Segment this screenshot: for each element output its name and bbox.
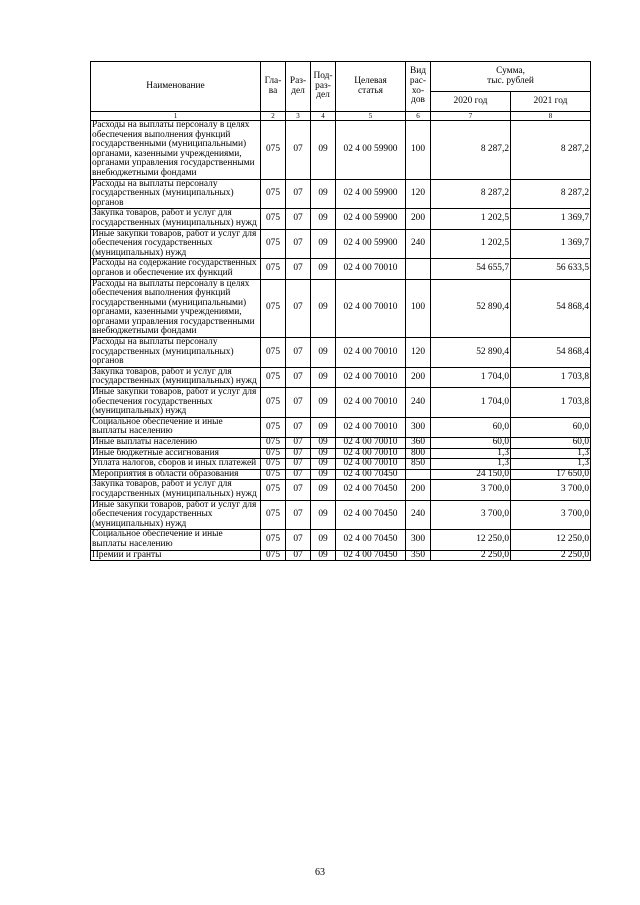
cell-article: 02 4 00 59900	[336, 209, 406, 229]
page-number: 63	[315, 867, 325, 878]
cell-glava: 075	[261, 259, 286, 279]
cell-glava: 075	[261, 209, 286, 229]
cell-y2021: 1 369,7	[511, 229, 591, 259]
cell-y2021: 56 633,5	[511, 259, 591, 279]
cell-article: 02 4 00 70010	[336, 459, 406, 470]
cell-name: Мероприятия в области образования	[91, 469, 261, 480]
cell-name: Иные закупки товаров, работ и услуг для обеспечения государственных (муниципальных) нужд	[91, 500, 261, 530]
cell-vid: 360	[406, 438, 431, 449]
cell-y2020: 1 704,0	[431, 388, 511, 418]
cell-vid: 240	[406, 229, 431, 259]
cell-razdel: 07	[286, 500, 311, 530]
table-row	[91, 229, 591, 259]
cell-y2021: 1 703,8	[511, 367, 591, 387]
table-row	[91, 480, 591, 500]
cell-vid: 200	[406, 367, 431, 387]
cell-name: Закупка товаров, работ и услуг для государственных (муниципальных) нужд	[91, 480, 261, 500]
cell-name: Закупка товаров, работ и услуг для государственных (муниципальных) нужд	[91, 367, 261, 387]
cell-razdel: 07	[286, 388, 311, 418]
cell-article: 02 4 00 70450	[336, 469, 406, 480]
table-row	[91, 279, 591, 338]
cell-razdel: 07	[286, 179, 311, 209]
cell-podrazdel: 09	[311, 438, 336, 449]
cell-razdel: 07	[286, 367, 311, 387]
cell-name: Социальное обеспечение и иные выплаты населению	[91, 417, 261, 437]
cell-glava: 075	[261, 338, 286, 368]
cell-podrazdel: 09	[311, 367, 336, 387]
cell-y2021: 2 250,0	[511, 550, 591, 561]
cell-y2021: 1 369,7	[511, 209, 591, 229]
table-header	[91, 62, 591, 121]
cell-razdel: 07	[286, 459, 311, 470]
cell-podrazdel: 09	[311, 459, 336, 470]
cell-podrazdel: 09	[311, 417, 336, 437]
cell-article: 02 4 00 70450	[336, 480, 406, 500]
cell-glava: 075	[261, 469, 286, 480]
cell-y2020: 1 202,5	[431, 229, 511, 259]
column-number: 1	[91, 112, 261, 121]
cell-y2020: 1,3	[431, 448, 511, 459]
cell-vid: 850	[406, 459, 431, 470]
cell-razdel: 07	[286, 229, 311, 259]
cell-y2020: 1,3	[431, 459, 511, 470]
cell-vid: 350	[406, 550, 431, 561]
header-sum: Сумма, тыс. рублей	[431, 62, 591, 92]
cell-podrazdel: 09	[311, 179, 336, 209]
budget-table	[90, 61, 591, 561]
cell-y2020: 24 150,0	[431, 469, 511, 480]
cell-glava: 075	[261, 121, 286, 180]
header-razdel: Раз- дел	[286, 62, 311, 112]
cell-razdel: 07	[286, 438, 311, 449]
header-glava: Гла- ва	[261, 62, 286, 112]
table-row	[91, 550, 591, 561]
cell-glava: 075	[261, 550, 286, 561]
cell-y2021: 17 650,0	[511, 469, 591, 480]
cell-glava: 075	[261, 179, 286, 209]
cell-y2021: 1,3	[511, 459, 591, 470]
cell-y2021: 8 287,2	[511, 121, 591, 180]
cell-name: Уплата налогов, сборов и иных платежей	[91, 459, 261, 470]
cell-glava: 075	[261, 448, 286, 459]
table-row	[91, 338, 591, 368]
column-number: 6	[406, 112, 431, 121]
table-row	[91, 209, 591, 229]
column-number: 3	[286, 112, 311, 121]
cell-y2021: 8 287,2	[511, 179, 591, 209]
cell-y2020: 54 655,7	[431, 259, 511, 279]
cell-glava: 075	[261, 417, 286, 437]
table-row	[91, 179, 591, 209]
table-row	[91, 459, 591, 470]
cell-article: 02 4 00 70010	[336, 279, 406, 338]
table-row	[91, 121, 591, 180]
cell-y2021: 3 700,0	[511, 480, 591, 500]
table-row	[91, 259, 591, 279]
cell-article: 02 4 00 70010	[336, 448, 406, 459]
cell-razdel: 07	[286, 259, 311, 279]
cell-glava: 075	[261, 438, 286, 449]
cell-article: 02 4 00 70010	[336, 367, 406, 387]
cell-article: 02 4 00 70010	[336, 438, 406, 449]
cell-name: Расходы на выплаты персоналу в целях обеспечения выполнения функций государственными (муниципальными) органами, казенными учреждениями, органами управления государственными внебюджетными фондами	[91, 279, 261, 338]
header-vid: Вид рас- хо- дов	[406, 62, 431, 112]
header-2021: 2021 год	[511, 92, 591, 112]
cell-y2020: 52 890,4	[431, 279, 511, 338]
cell-vid: 300	[406, 530, 431, 550]
cell-y2020: 1 704,0	[431, 367, 511, 387]
cell-podrazdel: 09	[311, 279, 336, 338]
cell-podrazdel: 09	[311, 530, 336, 550]
cell-glava: 075	[261, 367, 286, 387]
cell-y2021: 12 250,0	[511, 530, 591, 550]
cell-y2020: 12 250,0	[431, 530, 511, 550]
cell-y2021: 54 868,4	[511, 338, 591, 368]
cell-podrazdel: 09	[311, 209, 336, 229]
cell-razdel: 07	[286, 279, 311, 338]
cell-name: Закупка товаров, работ и услуг для государственных (муниципальных) нужд	[91, 209, 261, 229]
header-name: Наименование	[91, 62, 261, 112]
cell-name: Расходы на выплаты персоналу государственных (муниципальных) органов	[91, 338, 261, 368]
header-article: Целевая статья	[336, 62, 406, 112]
cell-razdel: 07	[286, 209, 311, 229]
column-number: 8	[511, 112, 591, 121]
cell-article: 02 4 00 70450	[336, 550, 406, 561]
cell-podrazdel: 09	[311, 121, 336, 180]
cell-glava: 075	[261, 530, 286, 550]
column-number: 2	[261, 112, 286, 121]
table-row	[91, 500, 591, 530]
cell-y2020: 8 287,2	[431, 121, 511, 180]
cell-razdel: 07	[286, 550, 311, 561]
cell-glava: 075	[261, 480, 286, 500]
cell-razdel: 07	[286, 448, 311, 459]
cell-y2021: 54 868,4	[511, 279, 591, 338]
column-number: 5	[336, 112, 406, 121]
cell-glava: 075	[261, 500, 286, 530]
cell-podrazdel: 09	[311, 480, 336, 500]
cell-name: Социальное обеспечение и иные выплаты населению	[91, 530, 261, 550]
cell-y2020: 60,0	[431, 438, 511, 449]
cell-y2020: 3 700,0	[431, 480, 511, 500]
cell-vid: 240	[406, 500, 431, 530]
table-row	[91, 388, 591, 418]
cell-vid: 300	[406, 417, 431, 437]
cell-razdel: 07	[286, 417, 311, 437]
cell-razdel: 07	[286, 338, 311, 368]
table-row	[91, 438, 591, 449]
cell-glava: 075	[261, 279, 286, 338]
cell-y2021: 60,0	[511, 438, 591, 449]
cell-article: 02 4 00 70010	[336, 388, 406, 418]
cell-podrazdel: 09	[311, 550, 336, 561]
cell-vid: 200	[406, 209, 431, 229]
column-number: 4	[311, 112, 336, 121]
cell-name: Премии и гранты	[91, 550, 261, 561]
table-row	[91, 530, 591, 550]
cell-vid: 200	[406, 480, 431, 500]
cell-y2021: 3 700,0	[511, 500, 591, 530]
header-2020: 2020 год	[431, 92, 511, 112]
cell-podrazdel: 09	[311, 338, 336, 368]
cell-y2020: 60,0	[431, 417, 511, 437]
cell-y2020: 2 250,0	[431, 550, 511, 561]
cell-name: Расходы на выплаты персоналу в целях обеспечения выполнения функций государственными (муниципальными) органами, казенными учреждениями, органами управления государственными внебюджетными фондами	[91, 121, 261, 180]
table-row	[91, 367, 591, 387]
cell-article: 02 4 00 59900	[336, 179, 406, 209]
cell-name: Иные бюджетные ассигнования	[91, 448, 261, 459]
cell-razdel: 07	[286, 469, 311, 480]
cell-y2020: 8 287,2	[431, 179, 511, 209]
cell-glava: 075	[261, 459, 286, 470]
table-row	[91, 417, 591, 437]
cell-podrazdel: 09	[311, 469, 336, 480]
cell-y2020: 3 700,0	[431, 500, 511, 530]
cell-vid: 240	[406, 388, 431, 418]
cell-razdel: 07	[286, 480, 311, 500]
cell-article: 02 4 00 59900	[336, 121, 406, 180]
cell-razdel: 07	[286, 530, 311, 550]
cell-vid: 100	[406, 121, 431, 180]
cell-vid: 120	[406, 338, 431, 368]
cell-podrazdel: 09	[311, 388, 336, 418]
cell-article: 02 4 00 70010	[336, 417, 406, 437]
cell-vid: 100	[406, 279, 431, 338]
cell-podrazdel: 09	[311, 259, 336, 279]
cell-razdel: 07	[286, 121, 311, 180]
cell-y2021: 60,0	[511, 417, 591, 437]
cell-podrazdel: 09	[311, 500, 336, 530]
cell-y2020: 52 890,4	[431, 338, 511, 368]
cell-article: 02 4 00 70450	[336, 530, 406, 550]
cell-podrazdel: 09	[311, 448, 336, 459]
cell-name: Расходы на выплаты персоналу государственных (муниципальных) органов	[91, 179, 261, 209]
cell-name: Иные закупки товаров, работ и услуг для обеспечения государственных (муниципальных) нужд	[91, 229, 261, 259]
cell-name: Расходы на содержание государственных органов и обеспечение их функций	[91, 259, 261, 279]
cell-vid: 800	[406, 448, 431, 459]
cell-vid	[406, 469, 431, 480]
column-number: 7	[431, 112, 511, 121]
cell-name: Иные закупки товаров, работ и услуг для обеспечения государственных (муниципальных) нужд	[91, 388, 261, 418]
cell-article: 02 4 00 70450	[336, 500, 406, 530]
header-podrazdel: Под- раз- дел	[311, 62, 336, 112]
cell-y2020: 1 202,5	[431, 209, 511, 229]
cell-article: 02 4 00 70010	[336, 338, 406, 368]
cell-article: 02 4 00 70010	[336, 259, 406, 279]
cell-y2021: 1 703,8	[511, 388, 591, 418]
cell-vid: 120	[406, 179, 431, 209]
cell-podrazdel: 09	[311, 229, 336, 259]
cell-glava: 075	[261, 229, 286, 259]
cell-vid	[406, 259, 431, 279]
cell-glava: 075	[261, 388, 286, 418]
cell-article: 02 4 00 59900	[336, 229, 406, 259]
cell-y2021: 1,3	[511, 448, 591, 459]
cell-name: Иные выплаты населению	[91, 438, 261, 449]
table-body	[91, 121, 591, 561]
